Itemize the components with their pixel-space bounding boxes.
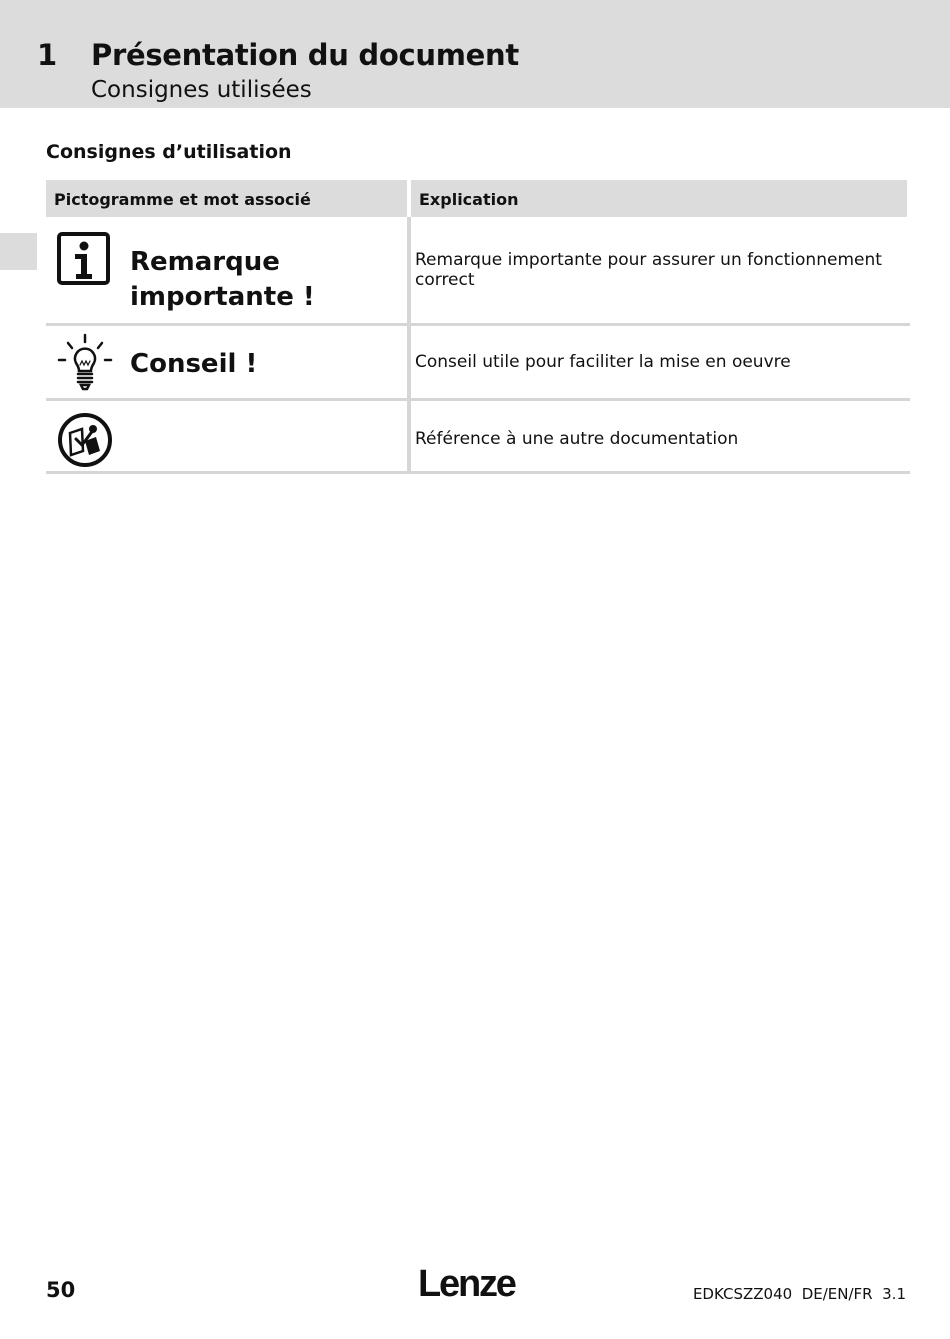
row-divider xyxy=(46,471,910,474)
chapter-side-tab xyxy=(0,233,37,270)
lightbulb-icon xyxy=(56,333,116,397)
chapter-subtitle: Consignes utilisées xyxy=(91,77,312,103)
lenze-logo: Lenze xyxy=(418,1263,515,1305)
column-header-pictogram: Pictogramme et mot associé xyxy=(46,180,407,217)
row-keyword: Remarque importante ! xyxy=(130,247,315,312)
column-header-explanation: Explication xyxy=(411,180,907,217)
row-keyword: Conseil ! xyxy=(130,349,258,379)
page-number: 50 xyxy=(46,1278,76,1302)
table-row xyxy=(46,217,910,323)
table-row xyxy=(46,326,910,398)
row-explanation: Référence à une autre documentation xyxy=(415,429,739,449)
document-reference: EDKCSZZ040 DE/EN/FR 3.1 xyxy=(692,1285,906,1303)
section-heading: Consignes d’utilisation xyxy=(46,141,292,163)
info-icon xyxy=(56,231,112,291)
table-row xyxy=(46,401,910,471)
chapter-number: 1 xyxy=(37,38,58,72)
row-explanation: Remarque importante pour assurer un fonctionnement correct xyxy=(415,250,882,290)
row-explanation: Conseil utile pour faciliter la mise en oeuvre xyxy=(415,352,791,372)
chapter-title: Présentation du document xyxy=(91,38,519,72)
reference-book-icon xyxy=(56,411,114,473)
